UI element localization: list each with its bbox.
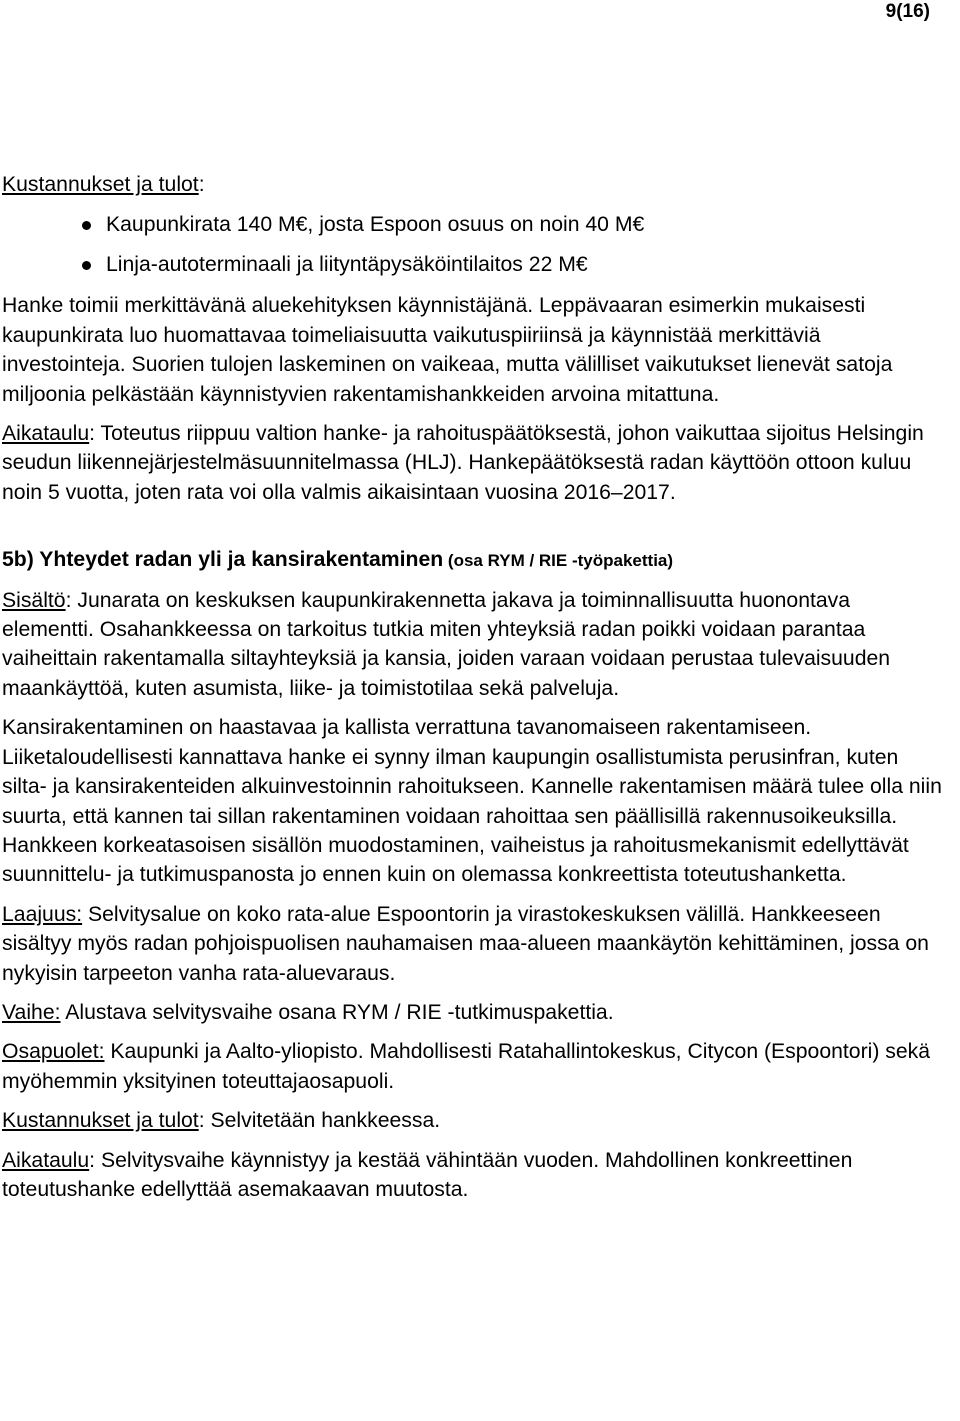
schedule-label: Aikataulu: [2, 422, 90, 446]
list-item: [2, 245, 946, 285]
costs-colon: :: [198, 173, 205, 196]
bullet-text: Kaupunkirata 140 M€, josta Espoon osuus on noin 40 M€: [106, 213, 645, 237]
scope-paragraph: [2, 900, 946, 988]
bullet-icon: [82, 261, 91, 270]
costs-5b-label: Kustannukset ja tulot: [2, 1109, 199, 1133]
parties-label: Osapuolet:: [2, 1040, 105, 1064]
scope-label: Laajuus:: [2, 902, 83, 926]
costs-5b-paragraph: [2, 1106, 946, 1135]
content-label: Sisältö: [2, 588, 66, 612]
section-5b-subtitle: (osa RYM / RIE -työpakettia): [443, 551, 674, 571]
phase-text: Alustava selvitysvaihe osana RYM / RIE -tutkimuspakettia.: [60, 1000, 614, 1024]
schedule-paragraph: [2, 419, 946, 507]
deck-construction-paragraph: Kansirakentaminen on haastavaa ja kallista verrattuna tavanomaiseen rakentamiseen. Liiketaloudellisesti kannattava hanke ei synny ilman kaupungin osallistumista perusinfran, kuten silta- ja kansirakenteiden alkuinvestoinnin rahoitukseen. Kannelle rakentamisen määrä tulee olla niin suurta, että kannen tai sillan rakentaminen voidaan rahoittaa sen päällisillä rakennusoikeuksilla. Hankkeen korkeatasoisen sisällön muodostaminen, vaiheistus ja rahoitusmekanismit edellyttävät suunnittelu- ja tutkimuspanosta jo ennen kuin on olemassa konkreettista toteutushanketta.: [2, 716, 942, 887]
bullet-icon: [82, 221, 91, 230]
scope-text: Selvitysalue on koko rata-alue Espoontorin ja virastokeskuksen välillä. Hankkeeseen sisältyy myös radan pohjoispuolisen nauhamaisen maa-alueen maankäytön kehittäminen, jossa on nykyisin tarpeeton vanha rata-aluevaraus.: [2, 902, 929, 985]
parties-paragraph: [2, 1037, 946, 1096]
phase-label: Vaihe:: [2, 1000, 61, 1024]
schedule-5b-label: Aikataulu: [2, 1148, 90, 1172]
section-5b-title: 5b) Yhteydet radan yli ja kansirakentaminen: [2, 548, 444, 572]
costs-paragraph: Hanke toimii merkittävänä aluekehityksen käynnistäjänä. Leppävaaran esimerkin mukaisesti kaupunkirata luo huomattavaa toimeliaisuutta vaikutuspiiriinsä ja käynnistää merkittäviä investointeja. Suorien tulojen laskeminen on vaikeaa, mutta välilliset vaikutukset lienevät satoja miljoonia pelkästään käynnistyvien rakentamishankkeiden arvoina mitattuna.: [2, 294, 893, 406]
content-paragraph: [2, 586, 946, 704]
costs-5b-text: : Selvitetään hankkeessa.: [198, 1109, 441, 1133]
schedule-5b-paragraph: [2, 1146, 946, 1205]
schedule-5b-text: : Selvitysvaihe käynnistyy ja kestää vähintään vuoden. Mahdollinen konkreettinen toteutushanke edellyttää asemakaavan muutosta.: [2, 1148, 853, 1201]
parties-text: Kaupunki ja Aalto-yliopisto. Mahdollisesti Ratahallintokeskus, Citycon (Espoontori) sekä myöhemmin yksityinen toteuttajaosapuoli.: [2, 1040, 931, 1093]
costs-label: Kustannukset ja tulot: [2, 173, 199, 196]
costs-bullet-list: [2, 205, 946, 285]
list-item: [2, 205, 946, 245]
phase-paragraph: [2, 998, 946, 1027]
bullet-text: Linja-autoterminaali ja liityntäpysäköintilaitos 22 M€: [106, 253, 588, 277]
costs-heading: [2, 170, 946, 199]
section-5b-heading: [2, 545, 946, 575]
content-text: : Junarata on keskuksen kaupunkirakennetta jakava ja toiminnallisuutta huonontava elementti. Osahankkeessa on tarkoitus tutkia miten yhteyksiä radan poikki voidaan parantaa vaiheittain rakentamalla siltayhteyksiä ja kansia, joiden varaan voidaan perustaa tulevaisuuden maankäyttöä, kuten asumista, liike- ja toimistotilaa sekä palveluja.: [2, 588, 891, 700]
page-number: 9(16): [885, 1, 930, 22]
schedule-text: : Toteutus riippuu valtion hanke- ja rahoituspäätöksestä, johon vaikuttaa sijoitus Helsingin seudun liikennejärjestelmäsuunnitelmassa (HLJ). Hankepäätöksestä radan käyttöön ottoon kuluu noin 5 vuotta, joten rata voi olla valmis aikaisintaan vuosina 2016–2017.: [2, 422, 924, 504]
document-body: [2, 170, 946, 1204]
